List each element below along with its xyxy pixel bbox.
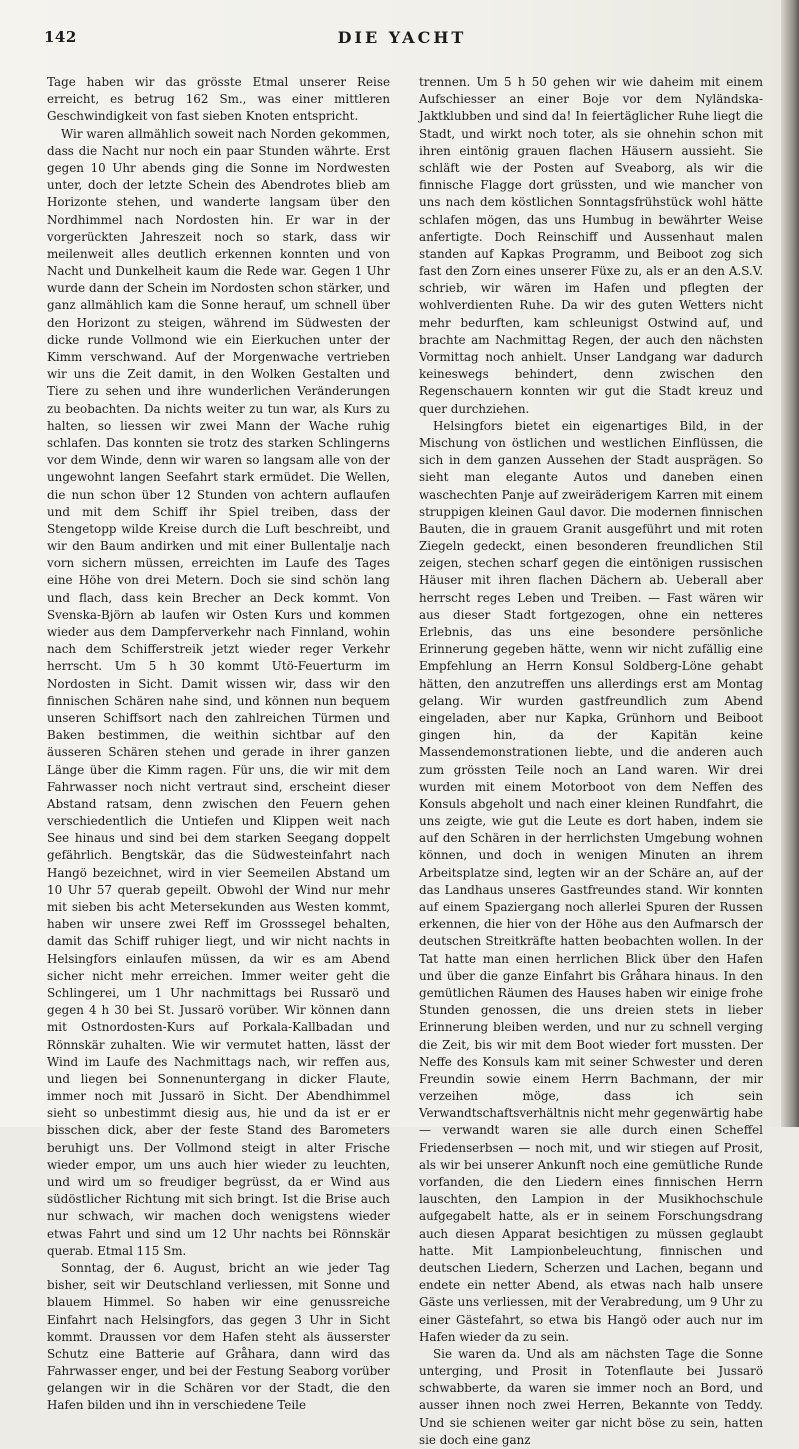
paragraph: Helsingfors bietet ein eigenartiges Bild, in der Mischung von östlichen und westlichen Einflüssen, die sich in dem ganzen Aussehen der Stadt ausprägen. So sieht man elegante Autos und daneben einen waschechten Panje auf zweiräderigem Karren mit einem struppigen kleinen Gaul davor. Die modernen finnischen Bauten, die in grauem Granit ausgeführt und mit roten Ziegeln gedeckt, einen besonderen freundlichen Stil zeigen, stechen scharf gegen die eintönigen russischen Häuser mit ihren flachen Dächern ab. Ueberall aber herrscht reges Leben und Treiben. — Fast wären wir aus dieser Stadt fortgezogen, ohne ein netteres Erlebnis, das uns eine besondere persönliche Erinnerung gegeben hätte, wenn wir nicht zufällig eine Empfehlung an Herrn Konsul Soldberg-Löne gehabt hätten, den anzutreffen uns allerdings erst am Montag gelang. Wir wurden gastfreundlich zum Abend eingeladen, aber nur Kapka, Grünhorn und Beiboot gingen hin, da der Kapitän keine Massendemonstrationen liebte, und die anderen auch zum grössten Teile noch an Land waren. Wir drei wurden mit einem Motorboot von dem Neffen des Konsuls abgeholt und nach einer kleinen Rundfahrt, die uns zeigte, wie gut die Leute es dort haben, indem sie auf den Schären in der herrlichsten Umgebung wohnen können, und doch in wenigen Minuten an ihrem Arbeitsplatze sind, legten wir an der Schäre an, auf der das Landhaus unseres Gastfreundes stand. Wir konnten auf einem Spaziergang noch allerlei Spuren der Russen erkennen, die hier von der Höhe aus den Aufmarsch der deutschen Streitkräfte hatten beobachten wollen. In der Tat hatte man einen herrlichen Blick über den Hafen und über die ganze Einfahrt bis Gråhara hinaus. In den gemütlichen Räumen des Hauses haben wir einige frohe Stunden genossen, die uns dreien stets in lieber Erinnerung bleiben werden, und nur zu schnell verging die Zeit, bis wir mit dem Boot wieder fort mussten. Der Neffe des Konsuls kam mit seiner Schwester und deren Freundin sowie einem Herrn Bachmann, der mir verzeihen möge, dass ich sein Verwandtschaftsverhältnis nicht mehr gegenwärtig habe — verwandt waren sie alle durch einen Scheffel Friedenserbsen — noch mit, und wir stiegen auf Prosit, als wir bei unserer Ankunft noch eine gemütliche Runde vorfanden, die den Liedern eines finnischen Herrn lauschten, den Lampion in der Musikhochschule aufgegabelt hatte, als er in seinem Forschungsdrang auch diesen Apparat besichtigen zu müssen geglaubt hatte. Mit Lampionbeleuchtung, finnischen und deutschen Liedern, Scherzen und Lachen, begann und endete ein netter Abend, als etwas nach halb unsere Gäste uns verliessen, mit der Verabredung, um 9 Uhr zu einer Gästefahrt, so etwa bis Hangö oder auch nur im Hafen wieder da zu sein. <box>419 418 763 1344</box>
left-column <box>47 74 390 1413</box>
paragraph: Wir waren allmählich soweit nach Norden gekommen, dass die Nacht nur noch ein paar Stunden währte. Erst gegen 10 Uhr abends ging die Sonne im Nordwesten unter, doch der letzte Schein des Abendrotes blieb am Horizonte stehen, und wanderte langsam über den Nordhimmel nach Nordosten hin. Er war in der vorgerückten Jahreszeit noch so stark, dass wir meilenweit alles deutlich erkennen konnten und von Nacht und Dunkelheit kaum die Rede war. Gegen 1 Uhr wurde dann der Schein im Nordosten schon stärker, und ganz allmählich kam die Sonne herauf, um schnell über den Horizont zu steigen, während im Südwesten der dicke runde Vollmond wie ein Eierkuchen unter der Kimm verschwand. Auf der Morgenwache vertrieben wir uns die Zeit damit, in den Wolken Gestalten und Tiere zu sehen und ihre wunderlichen Veränderungen zu beobachten. Da nichts weiter zu tun war, als Kurs zu halten, so liessen wir zwei Mann der Wache ruhig schlafen. Das konnten sie trotz des starken Schlingerns vor dem Winde, denn wir waren so langsam alle von der ungewohnt langen Seefahrt stark ermüdet. Die Wellen, die nun schon über 12 Stunden von achtern auflaufen und mit dem Schiff ihr Spiel treiben, dass der Stengetopp wilde Kreise durch die Luft beschreibt, und wir den Baum andirken und mit einer Bullentalje nach vorn sichern müssen, erreichten im Laufe des Tages eine Höhe von drei Metern. Doch sie sind schön lang und flach, dass kein Brecher an Deck kommt. Von Svenska-Björn ab laufen wir Osten Kurs und kommen wieder aus dem Dampferverkehr nach Finnland, wohin nach dem Schifferstreik jetzt wieder reger Verkehr herrscht. Um 5 h 30 kommt Utö-Feuerturm im Nordosten in Sicht. Damit wissen wir, dass wir den finnischen Schären nahe sind, und können nun bequem unseren Schiffsort nach den zahlreichen Türmen und Baken bestimmen, die weithin sichtbar auf den äusseren Schären stehen und gerade in ihrer ganzen Länge über die Kimm ragen. Für uns, die wir mit dem Fahrwasser noch nicht vertraut sind, erscheint dieser Abstand ratsam, denn zwischen den Feuern gehen verschiedentlich die Untiefen und Klippen weit nach See hinaus und sind bei dem starken Seegang doppelt gefährlich. Bengtskär, das die Südwesteinfahrt nach Hangö bezeichnet, wird in vier Seemeilen Abstand um 10 Uhr 57 querab gepeilt. Obwohl der Wind nur mehr mit sieben bis acht Metersekunden aus Westen kommt, haben wir unsere zwei Reff im Grosssegel behalten, damit das Schiff ruhiger liegt, und wir nicht nachts in Helsingfors einlaufen müssen, da wir es am Abend sicher nicht mehr erreichen. Immer weiter geht die Schlingerei, um 1 Uhr nachmittags bei Russarö und gegen 4 h 30 bei St. Jussarö vorüber. Wir können dann mit Ostnordosten-Kurs auf Porkala-Kallbadan und Rönnskär zuhalten. Wie wir vermutet hatten, lässt der Wind im Laufe des Nachmittags nach, wir reffen aus, und liegen bei Sonnenuntergang in dicker Flaute, immer noch mit Jussarö in Sicht. Der Abendhimmel sieht so unbestimmt diesig aus, hie und da ist er er bisschen dick, aber der feste Stand des Barometers beruhigt uns. Der Vollmond steigt in alter Frische wieder empor, um uns auch hier wieder zu leuchten, und wird um so freudiger begrüsst, da er Wind aus südöstlicher Richtung mit sich bringt. Ist die Brise auch nur schwach, wir machen doch wenigstens wieder etwas Fahrt und sind um 12 Uhr nachts bei Rönnskär querab. Etmal 115 Sm. <box>47 126 390 1258</box>
paragraph: trennen. Um 5 h 50 gehen wir wie daheim mit einem Aufschiesser an einer Boje vor dem Nyländska-Jaktklubben und sind da! In feiertäglicher Ruhe liegt die Stadt, und wirkt noch toter, als sie ohnehin schon mit ihren eintönig grauen flachen Häusern aussieht. Sie schläft wie der Posten auf Sveaborg, als wir die finnische Flagge dort grüssten, und wie mancher von uns nach dem köstlichen Sonntagsfrühstück wohl hätte schlafen mögen, das uns Humbug in bewährter Weise anfertigte. Doch Reinschiff und Aussenhaut malen standen auf Kapkas Programm, und Beiboot zog sich fast den Zorn eines unserer Füxe zu, als er an den A.S.V. schrieb, wir wären im Hafen und pflegten der wohlverdienten Ruhe. Da wir des guten Wetters nicht mehr bedurften, kam schleunigst Ostwind auf, und brachte am Nachmittag Regen, der auch den nächsten Vormittag noch anhielt. Unser Landgang war dadurch keineswegs behindert, denn zwischen den Regenschauern konnten wir gut die Stadt kreuz und quer durchziehen. <box>419 75 763 416</box>
page-number: 142 <box>44 28 77 46</box>
page-header <box>44 28 760 50</box>
paragraph: Sie waren da. Und als am nächsten Tage die Sonne unterging, und Prosit in Totenflaute bei Jussarö schwabberte, da waren sie immer noch an Bord, und ausser ihnen noch zwei Herren, Bekannte von Teddy. Und sie schienen weiter gar nicht böse zu sein, hatten sie doch eine ganz <box>419 1346 763 1447</box>
paragraph: Tage haben wir das grösste Etmal unserer Reise erreicht, es betrug 162 Sm., was einer mittleren Geschwindigkeit von fast sieben Knoten entspricht. <box>47 75 390 124</box>
paragraph: Sonntag, der 6. August, bricht an wie jeder Tag bisher, seit wir Deutschland verliessen, mit Sonne und blauem Himmel. So haben wir eine genussreiche Einfahrt nach Helsingfors, das gegen 3 Uhr in Sicht kommt. Draussen vor dem Hafen steht als äusserster Schutz eine Batterie auf Gråhara, dann wird das Fahrwasser enger, und bei der Festung Seaborg vorüber gelangen wir in die Schären vor der Stadt, die den Hafen bilden und ihn in verschiedene Teile <box>47 1260 390 1413</box>
book-binding-edge <box>781 0 799 1127</box>
right-column <box>419 74 763 1447</box>
journal-title: DIE YACHT <box>337 28 467 47</box>
